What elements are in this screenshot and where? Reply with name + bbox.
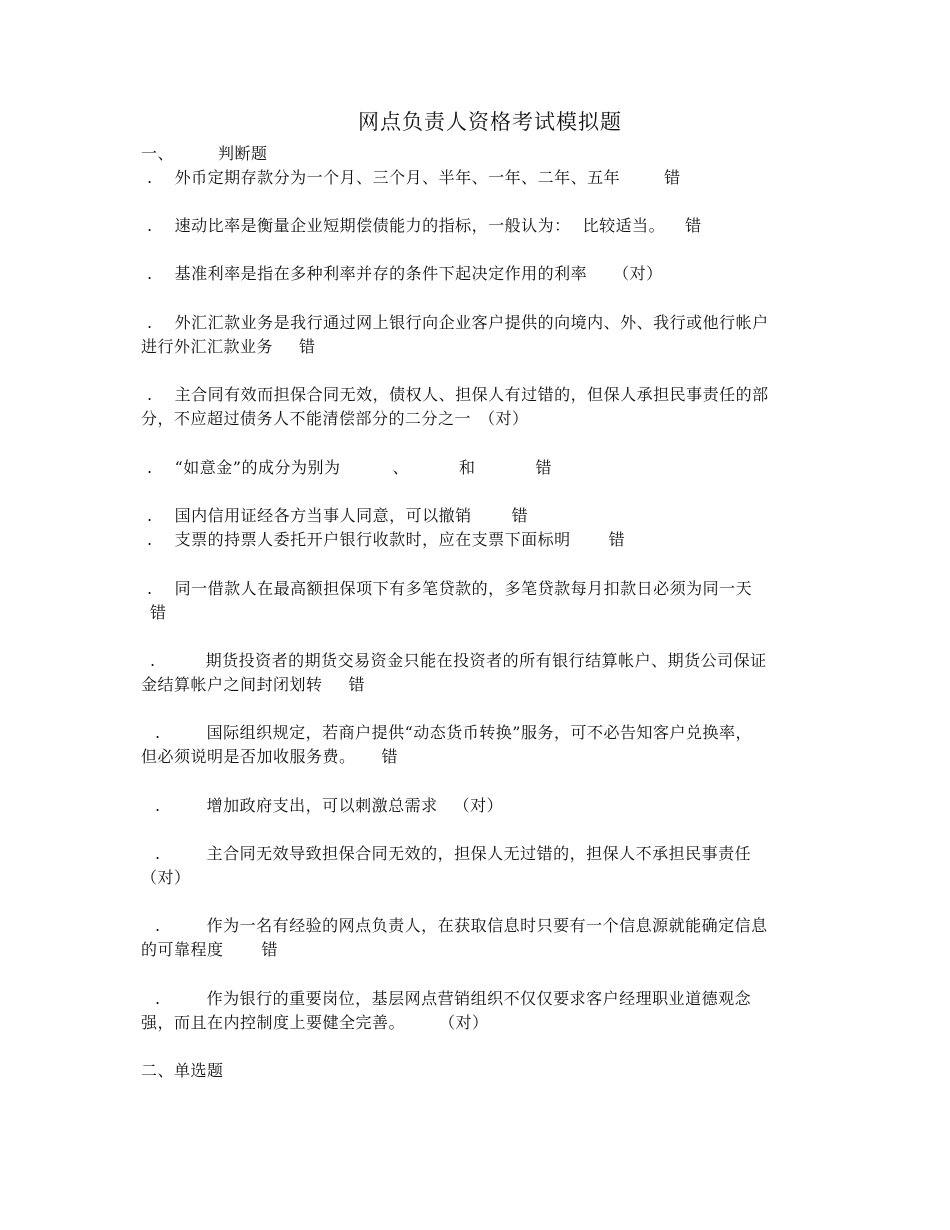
question-item: . 增加政府支出，可以刺激总需求 （对） [155,796,504,815]
section-number: 一、 [141,144,175,163]
question-item: . 国际组织规定，若商户提供“动态货币转换”服务，可不必告知客户兑换率， [155,723,752,742]
answer-mark: 错 [685,216,702,235]
question-item: . 作为银行的重要岗位，基层网点营销组织不仅仅要求客户经理职业道德观念 [155,989,752,1008]
section-heading-single-choice: 二、单选题 [141,1061,224,1080]
answer-mark: 错 [261,940,279,959]
question-item: . 国内信用证经各方当事人同意，可以撤销 错 [147,506,529,525]
question-item: . 主合同有效而担保合同无效，债权人、担保人有过错的，但保人承担民事责任的部 [147,385,769,404]
question-item-continuation: 但必须说明是否加收服务费。 错 [141,747,399,766]
question-item: . 主合同无效导致担保合同无效的，担保人无过错的，担保人不承担民事责任 [155,844,752,863]
answer-mark: （对） [613,264,663,283]
answer-mark: 错 [608,530,626,549]
answer-mark: （对） [479,409,529,428]
question-item: . 期货投资者的期货交易资金只能在投资者的所有银行结算帐户、期货公司保证 [150,651,767,670]
question-item: . 速动比率是衡量企业短期偿债能力的指标，一般认为： 比较适当。 错 [147,216,702,235]
question-item-continuation: 分，不应超过债务人不能清偿部分的二分之一 （对） [141,409,529,428]
question-item-continuation: 强，而且在内控制度上要健全完善。 （对） [141,1013,489,1032]
question-item: . 外币定期存款分为一个月、三个月、半年、一年、二年、五年 错 [147,168,681,187]
question-item: . “如意金”的成分为别为 、 和 错 [147,458,553,477]
answer-mark: 错 [535,458,553,477]
answer-mark: 错 [664,168,681,187]
question-item-continuation: 金结算帐户之间封闭划转 错 [141,675,366,694]
answer-mark: （对） [141,868,191,887]
answer-mark: 错 [150,603,167,622]
question-item-continuation [150,601,167,625]
answer-mark: 错 [511,506,529,525]
question-item-continuation: 的可靠程度 错 [141,940,279,959]
question-item: . 外汇汇款业务是我行通过网上银行向企业客户提供的向境内、外、我行或他行帐户 [147,313,769,332]
answer-mark: （对） [439,1013,489,1032]
answer-mark: 错 [299,337,316,356]
question-item: . 同一借款人在最高额担保项下有多笔贷款的，多笔贷款每月扣款日必须为同一天 [147,579,753,598]
document-title: 网点负责人资格考试模拟题 [358,110,622,134]
section-title: 判断题 [218,144,268,163]
question-item: . 作为一名有经验的网点负责人，在获取信息时只要有一个信息源就能确定信息 [155,916,768,935]
question-item-continuation: 进行外汇汇款业务 错 [141,337,316,356]
answer-mark: （对） [453,796,504,815]
question-item: . 基准利率是指在多种利率并存的条件下起决定作用的利率 （对） [147,264,663,283]
question-item-continuation [141,866,191,890]
answer-mark: 错 [381,747,399,766]
question-item: . 支票的持票人委托开户银行收款时，应在支票下面标明 错 [147,530,626,549]
answer-mark: 错 [348,675,366,694]
section-heading-judgement [141,142,268,166]
